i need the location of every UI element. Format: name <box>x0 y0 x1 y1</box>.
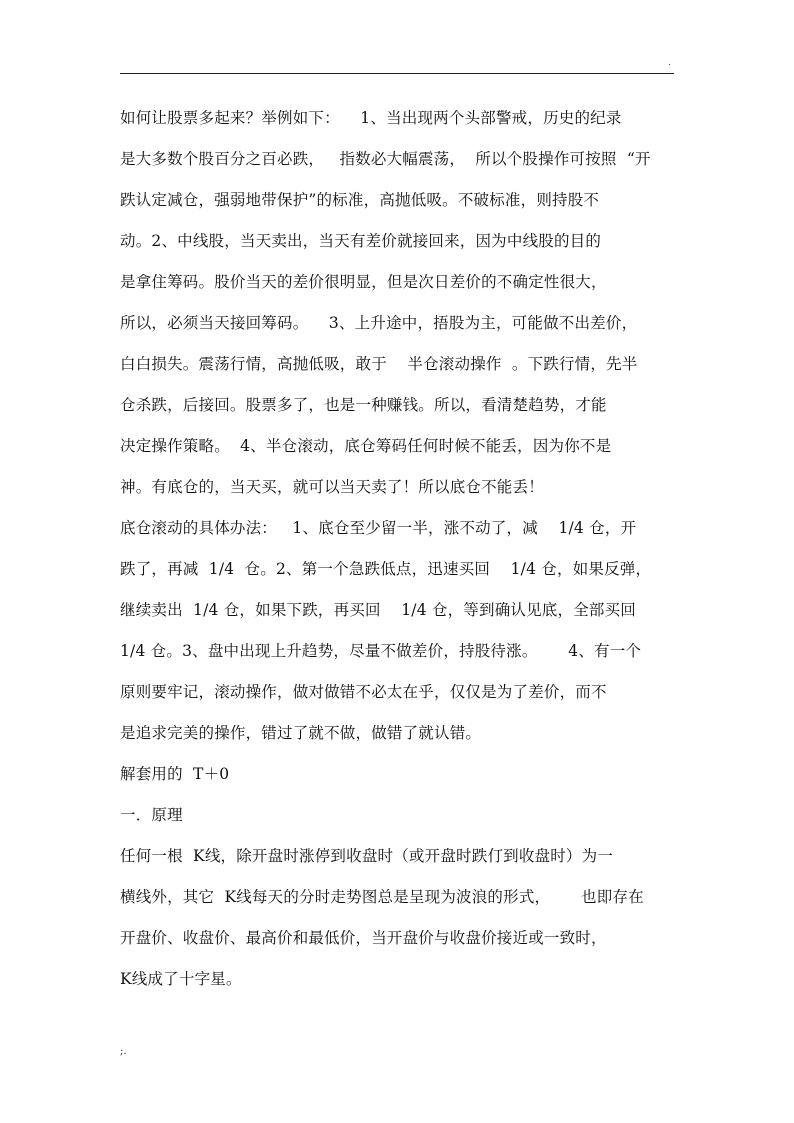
text-line: 是拿住筹码。股价当天的差价很明显，但是次日差价的不确定性很大， <box>120 273 607 291</box>
text-line: 底仓滚动的具体办法： 1、底仓至少留一半，涨不动了，减 1/4 仓，开 <box>120 519 637 537</box>
text-line: 如何让股票多起来？举例如下： 1、当出现两个头部警戒，历史的纪录 <box>120 109 622 127</box>
text-line: 横线外，其它 K线每天的分时走势图总是呈现为波浪的形式， 也即存在 <box>120 888 644 906</box>
text-line: 跌认定减仓，强弱地带保护”的标准，高抛低吸。不破标准，则持股不 <box>120 191 600 209</box>
text-line: 任何一根 K线，除开盘时涨停到收盘时（或开盘时跌仃到收盘时）为一 <box>120 847 614 865</box>
text-line: 决定操作策略。 4、半仓滚动，底仓筹码任何时候不能丢，因为你不是 <box>120 437 612 455</box>
footer-mark: ;. <box>120 1046 127 1057</box>
text-line: 1/4 仓。3、盘中出现上升趋势，尽量不做差价，持股待涨。 4、有一个 <box>120 642 642 660</box>
text-line: 神。有底仓的，当天买，就可以当天卖了！所以底仓不能丢！ <box>120 478 544 496</box>
text-line: 白白损失。震荡行情，高抛低吸，敢于 半仓滚动操作 。下跌行情，先半 <box>120 355 638 373</box>
text-line: 继续卖出 1/4 仓，如果下跌，再买回 1/4 仓，等到确认见底，全部买回 <box>120 601 637 619</box>
section-heading: 解套用的 T＋0 <box>120 765 230 783</box>
text-line: 是大多数个股百分之百必跌， 指数必大幅震荡， 所以个股操作可按照 “开 <box>120 150 651 168</box>
header-mark: . <box>668 58 671 68</box>
text-line: 跌了，再减 1/4 仓。2、第一个急跌低点，迅速买回 1/4 仓，如果反弹， <box>120 560 652 578</box>
text-line: 原则要牢记，滚动操作，做对做错不必太在乎，仅仅是为了差价，而不 <box>120 683 607 701</box>
text-line: 仓杀跌，后接回。股票多了，也是一种赚钱。所以，看清楚趋势，才能 <box>120 396 607 414</box>
header-rule <box>120 73 674 74</box>
subsection-heading: 一．原理 <box>120 806 183 824</box>
text-line: 动。2、中线股，当天卖出，当天有差价就接回来，因为中线股的目的 <box>120 232 602 250</box>
text-line: K线成了十字星。 <box>120 970 242 988</box>
text-line: 所以，必须当天接回筹码。 3、上升途中，捂股为主，可能做不出差价， <box>120 314 638 332</box>
text-line: 是追求完美的操作，错过了就不做，做错了就认错。 <box>120 724 482 742</box>
text-line: 开盘价、收盘价、最高价和最低价，当开盘价与收盘价接近或一致时， <box>120 929 607 947</box>
